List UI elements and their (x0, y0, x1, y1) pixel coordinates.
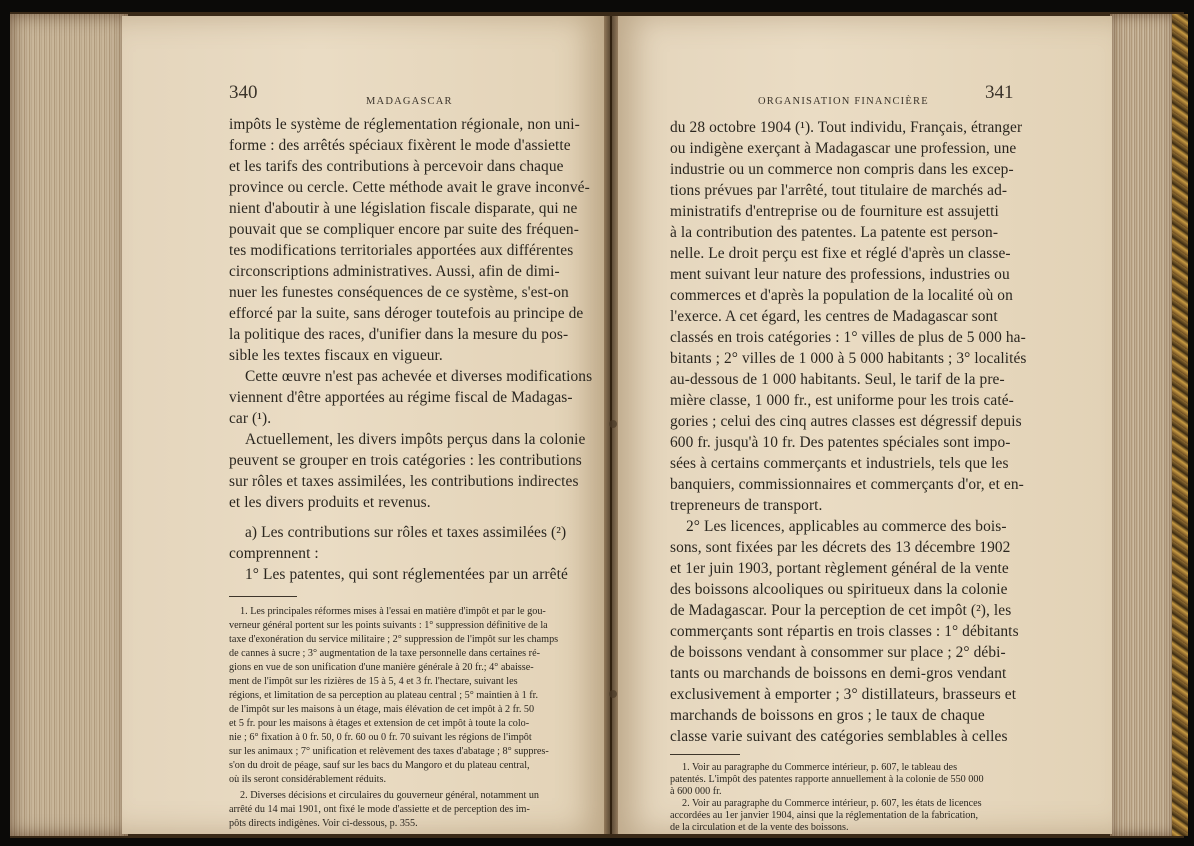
page-edges-right (1110, 14, 1176, 836)
footnote-line: où ils seront considérablement réduits. (229, 774, 387, 785)
text-line: commerces et d'après la population de la localité où on (670, 287, 1013, 304)
text-line: ment suivant leur nature des professions, industries ou (670, 266, 1010, 283)
text-line: sons, sont fixées par les décrets des 13 décembre 1902 (670, 539, 1011, 556)
text-line: et les divers produits et revenus. (229, 494, 431, 511)
ink-spot (609, 420, 617, 428)
text-line: des boissons alcooliques ou spiritueux dans la colonie (670, 581, 1008, 598)
text-line: mière classe, 1 000 fr., est uniforme pour les trois caté- (670, 392, 1014, 409)
text-line: au-dessous de 1 000 habitants. Seul, le tarif de la pre- (670, 371, 1005, 388)
text-line: tants ou marchands de boissons en demi-gros vendant (670, 665, 1007, 682)
footnote-line: de la circulation et de la vente des boissons. (670, 822, 849, 833)
footnote-line: régions, et limitation de sa perception au plateau central ; 5° maintien à 1 fr. (229, 690, 539, 701)
text-line: de boissons vendant à consommer sur place ; 2° débi- (670, 644, 1006, 661)
text-line: et les tarifs des contributions à percevoir dans chaque (229, 158, 564, 175)
footnote-line: taxe d'exonération du service militaire ; 2° suppression de l'impôt sur les champs (229, 634, 559, 645)
text-line: sur rôles et taxes assimilées, les contributions indirectes (229, 473, 579, 490)
text-line: efforcé par la suite, sans déroger toutefois au principe de (229, 305, 584, 322)
text-line: sible les textes fiscaux en vigueur. (229, 347, 443, 364)
text-line: de Madagascar. Pour la perception de cet impôt (²), les (670, 602, 1012, 619)
text-line: du 28 octobre 1904 (¹). Tout individu, Français, étranger (670, 119, 1023, 136)
text-line: 1° Les patentes, qui sont réglementées par un arrêté (245, 566, 568, 583)
text-line: tes modifications territoriales apportées aux différentes (229, 242, 574, 259)
text-line: nuer les funestes conséquences de ce système, s'est-on (229, 284, 569, 301)
text-line: 2° Les licences, applicables au commerce des bois- (686, 518, 1007, 535)
text-line: bitants ; 2° villes de 1 000 à 5 000 habitants ; 3° localités (670, 350, 1027, 367)
text-line: et 1er juin 1903, portant règlement général de la vente (670, 560, 1009, 577)
page-number-right: 341 (985, 82, 1014, 103)
page-number-left: 340 (229, 82, 258, 103)
text-line: ministratifs d'entreprise ou de fourniture est assujetti (670, 203, 999, 220)
footnote-line: 1. Voir au paragraphe du Commerce intérieur, p. 607, le tableau des (682, 762, 958, 773)
text-line: industrie ou un commerce non compris dans les excep- (670, 161, 1014, 178)
footnote-line: sur les animaux ; 7° unification et relèvement des taxes d'abatage ; 8° suppres- (229, 746, 549, 757)
text-line: circonscriptions administratives. Aussi, afin de dimi- (229, 263, 560, 280)
text-line: marchands de boissons en gros ; le taux de chaque (670, 707, 985, 724)
text-line: a) Les contributions sur rôles et taxes assimilées (²) (245, 524, 567, 541)
text-line: banquiers, commissionnaires et commerçants d'or, et en- (670, 476, 1024, 493)
footnote-line: 2. Diverses décisions et circulaires du gouverneur général, notamment un (240, 790, 540, 801)
footnote-line: et 5 fr. pour les maisons à étages et extension de cet impôt à toute la colo- (229, 718, 530, 729)
text-line: province ou cercle. Cette méthode avait le grave inconvé- (229, 179, 590, 196)
footnote-line: patentés. L'impôt des patentes rapporte annuellement à la colonie de 550 000 (670, 774, 984, 785)
text-line: viennent d'être apportées au régime fiscal de Madagas- (229, 389, 573, 406)
text-line: gories ; celui des cinq autres classes est dégressif depuis (670, 413, 1022, 430)
text-line: nient d'aboutir à une législation fiscale disparate, qui ne (229, 200, 578, 217)
text-line: ou indigène exerçant à Madagascar une profession, une (670, 140, 1017, 157)
text-line: la politique des races, d'unifier dans la mesure du pos- (229, 326, 569, 343)
text-line: forme : des arrêtés spéciaux fixèrent le mode d'assiette (229, 137, 571, 154)
text-line: à la contribution des patentes. La patente est person- (670, 224, 999, 241)
footnote-line: nie ; 6° fixation à 0 fr. 50, 0 fr. 60 ou 0 fr. 70 suivant les régions de l'impôt (229, 732, 532, 743)
text-line: classés en trois catégories : 1° villes de plus de 5 000 ha- (670, 329, 1026, 346)
footnote-line: de l'impôt sur les maisons à un étage, mais élévation de cet impôt à 2 fr. 50 (229, 704, 535, 715)
text-line: classe varie suivant des catégories semblables à celles (670, 728, 1008, 745)
text-line: exclusivement à emporter ; 3° distillateurs, brasseurs et (670, 686, 1017, 703)
footnote-line: ment de l'impôt sur les rizières de 15 à 5, 4 et 3 fr. l'hectare, suivant les (229, 676, 518, 687)
ink-spot (609, 690, 617, 698)
text-line: nelle. Le droit perçu est fixe et réglé d'après un classe- (670, 245, 1011, 262)
footnote-line: s'on du droit de péage, sauf sur les bacs du Mangoro et du plateau central, (229, 760, 530, 771)
footnote-line: pôts directs indigènes. Voir ci-dessous, p. 355. (229, 818, 418, 829)
text-line: 600 fr. jusqu'à 10 fr. Des patentes spéciales sont impo- (670, 434, 1011, 451)
text-line: peuvent se grouper en trois catégories : les contributions (229, 452, 582, 469)
footnote-line: accordées au 1er janvier 1904, ainsi que la réglementation de la fabrication, (670, 810, 979, 821)
footnote-line: 1. Les principales réformes mises à l'essai en matière d'impôt et par le gou- (240, 606, 546, 617)
footnote-line: arrêté du 14 mai 1901, ont fixé le mode d'assiette et de perception des im- (229, 804, 530, 815)
running-head-left: MADAGASCAR (366, 96, 453, 107)
running-head-right: ORGANISATION FINANCIÈRE (758, 96, 929, 107)
text-line: Actuellement, les divers impôts perçus dans la colonie (245, 431, 586, 448)
text-line: pouvait que se compliquer encore par suite des fréquen- (229, 221, 579, 238)
footnote-line: gions en vue de son unification d'une manière générale à 20 fr.; 4° abaisse- (229, 662, 534, 673)
text-line: car (¹). (229, 410, 272, 427)
text-line: trepreneurs de transport. (670, 497, 823, 514)
page-edges-left (10, 14, 128, 836)
text-line: comprennent : (229, 545, 319, 562)
text-line: tions prévues par l'arrêté, tout titulaire de marchés ad- (670, 182, 1008, 199)
text-line: l'exerce. A cet égard, les centres de Madagascar sont (670, 308, 998, 325)
text-line: Cette œuvre n'est pas achevée et diverses modifications (245, 368, 593, 385)
text-line: commerçants sont répartis en trois classes : 1° débitants (670, 623, 1019, 640)
footnote-line: à 600 000 fr. (670, 786, 722, 797)
footnote-line: 2. Voir au paragraphe du Commerce intérieur, p. 607, les états de licences (682, 798, 982, 809)
text-line: sées à certains commerçants et industriels, tels que les (670, 455, 1009, 472)
marbled-cover-edge (1172, 14, 1188, 836)
footnote-rule-right (670, 754, 740, 755)
footnote-line: verneur général portent sur les points suivants : 1° suppression définitive de la (229, 620, 548, 631)
footnote-line: de cannes à sucre ; 3° augmentation de la taxe personnelle dans certaines ré- (229, 648, 540, 659)
footnote-rule-left (229, 596, 297, 597)
text-line: impôts le système de réglementation régionale, non uni- (229, 116, 580, 133)
